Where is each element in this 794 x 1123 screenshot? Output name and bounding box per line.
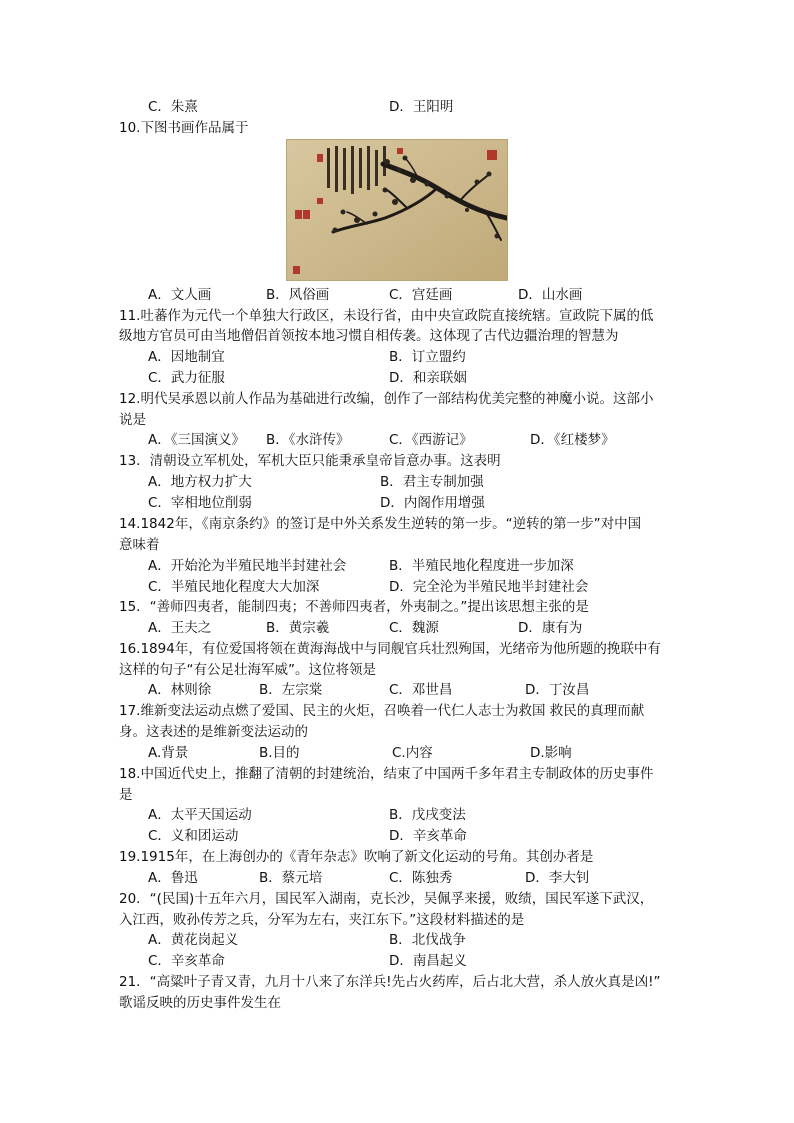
q17-stem-line2: 身。这表述的是维新变法运动的 <box>119 724 308 740</box>
q13-option-c: C．宰相地位削弱 <box>148 495 252 511</box>
q13-option-b: B．君主专制加强 <box>380 474 484 490</box>
q18-option-b: B．戊戌变法 <box>389 807 466 823</box>
q20-stem-line1: 20．“(民国)十五年六月，国民军入湖南，克长沙，吴佩孚来援，败绩，国民军遂下武汉， <box>119 891 654 907</box>
q14-option-a: A．开始沦为半殖民地半封建社会 <box>148 558 347 574</box>
q19-option-a: A．鲁迅 <box>148 870 198 886</box>
q14-option-d: D．完全沦为半殖民地半封建社会 <box>389 579 589 595</box>
q15-option-c: C．魏源 <box>389 620 439 636</box>
q9-option-c: C．朱熹 <box>148 99 198 115</box>
q20-option-d: D．南昌起义 <box>389 953 467 969</box>
q20-option-c: C．辛亥革命 <box>148 953 225 969</box>
q12-option-a: A．《三国演义》 <box>148 432 245 448</box>
q14-stem-line1: 14.1842年，《南京条约》的签订是中外关系发生逆转的第一步。“逆转的第一步”对中国 <box>119 516 642 532</box>
q15-stem: 15．“善师四夷者，能制四夷；不善师四夷者，外夷制之。”提出该思想主张的是 <box>119 599 589 615</box>
q20-stem-line2: 入江西，败孙传芳之兵，分军为左右，夹江东下。”这段材料描述的是 <box>119 912 525 928</box>
q11-option-d: D．和亲联姻 <box>389 370 467 386</box>
q14-option-c: C．半殖民地化程度大大加深 <box>148 579 320 595</box>
q11-stem-line2: 级地方官员可由当地僧侣首领按本地习惯自相传袭。这体现了古代边疆治理的智慧为 <box>119 328 619 344</box>
q17-option-b: B.目的 <box>259 745 300 761</box>
q11-stem-line1: 11.吐蕃作为元代一个单独大行政区，未设行省，由中央宣政院直接统辖。宣政院下属的低 <box>119 308 654 324</box>
q21-stem-line2: 歌谣反映的历史事件发生在 <box>119 995 281 1011</box>
q15-option-d: D．康有为 <box>518 620 583 636</box>
q13-option-d: D．内阁作用增强 <box>380 495 485 511</box>
q18-option-d: D．辛亥革命 <box>389 828 467 844</box>
q10-option-a: A．文人画 <box>148 287 212 303</box>
q19-stem: 19.1915年，在上海创办的《青年杂志》吹响了新文化运动的号角。其创办者是 <box>119 849 594 865</box>
q11-option-c: C．武力征服 <box>148 370 225 386</box>
q20-option-b: B．北伐战争 <box>389 932 466 948</box>
q19-option-d: D．李大钊 <box>525 870 590 886</box>
q19-option-b: B．蔡元培 <box>259 870 323 886</box>
q16-stem-line1: 16.1894年，有位爱国将领在黄海海战中与同舰官兵壮烈殉国，光绪帝为他所题的挽联中有 <box>119 641 661 657</box>
q18-option-c: C．义和团运动 <box>148 828 239 844</box>
q12-option-c: C．《西游记》 <box>389 432 473 448</box>
q17-option-a: A.背景 <box>148 745 189 761</box>
q13-option-a: A．地方权力扩大 <box>148 474 252 490</box>
q18-stem-line2: 是 <box>119 787 133 803</box>
q18-stem-line1: 18.中国近代史上，推翻了清朝的封建统治，结束了中国两千多年君主专制政体的历史事件 <box>119 766 654 782</box>
q10-option-c: C．宫廷画 <box>389 287 453 303</box>
q16-option-d: D．丁汝昌 <box>525 682 590 698</box>
q11-option-a: A．因地制宜 <box>148 349 225 365</box>
q13-stem: 13．清朝设立军机处，军机大臣只能秉承皇帝旨意办事。这表明 <box>119 453 501 469</box>
plum-blossom-painting-image <box>286 139 508 281</box>
q15-option-b: B．黄宗羲 <box>266 620 330 636</box>
q10-option-d: D．山水画 <box>518 287 583 303</box>
q17-option-d: D.影响 <box>530 745 572 761</box>
q10-option-b: B．风俗画 <box>266 287 330 303</box>
q14-stem-line2: 意味着 <box>119 537 160 553</box>
q21-stem-line1: 21．“高粱叶子青又青，九月十八来了东洋兵!先占火药库，后占北大营，杀人放火真是凶!” <box>119 974 661 990</box>
q16-option-b: B．左宗棠 <box>259 682 323 698</box>
q12-option-d: D．《红楼梦》 <box>530 432 615 448</box>
q16-option-a: A．林则徐 <box>148 682 212 698</box>
q19-option-c: C．陈独秀 <box>389 870 453 886</box>
q15-option-a: A．王夫之 <box>148 620 212 636</box>
q16-option-c: C．邓世昌 <box>389 682 453 698</box>
q18-option-a: A．太平天国运动 <box>148 807 252 823</box>
q16-stem-line2: 这样的句子“有公足壮海军威”。这位将领是 <box>119 662 376 678</box>
q17-option-c: C.内容 <box>392 745 433 761</box>
q12-stem-line1: 12.明代吴承恩以前人作品为基础进行改编，创作了一部结构优美完整的神魔小说。这部小 <box>119 391 654 407</box>
q20-option-a: A．黄花岗起义 <box>148 932 239 948</box>
q14-option-b: B．半殖民地化程度进一步加深 <box>389 558 574 574</box>
q11-option-b: B．订立盟约 <box>389 349 466 365</box>
q12-stem-line2: 说是 <box>119 412 146 428</box>
q9-option-d: D．王阳明 <box>389 99 454 115</box>
q10-stem: 10.下图书画作品属于 <box>119 120 249 136</box>
q17-stem-line1: 17.维新变法运动点燃了爱国、民主的火炬，召唤着一代仁人志士为救国 救民的真理而献 <box>119 703 645 719</box>
q12-option-b: B．《水浒传》 <box>266 432 350 448</box>
